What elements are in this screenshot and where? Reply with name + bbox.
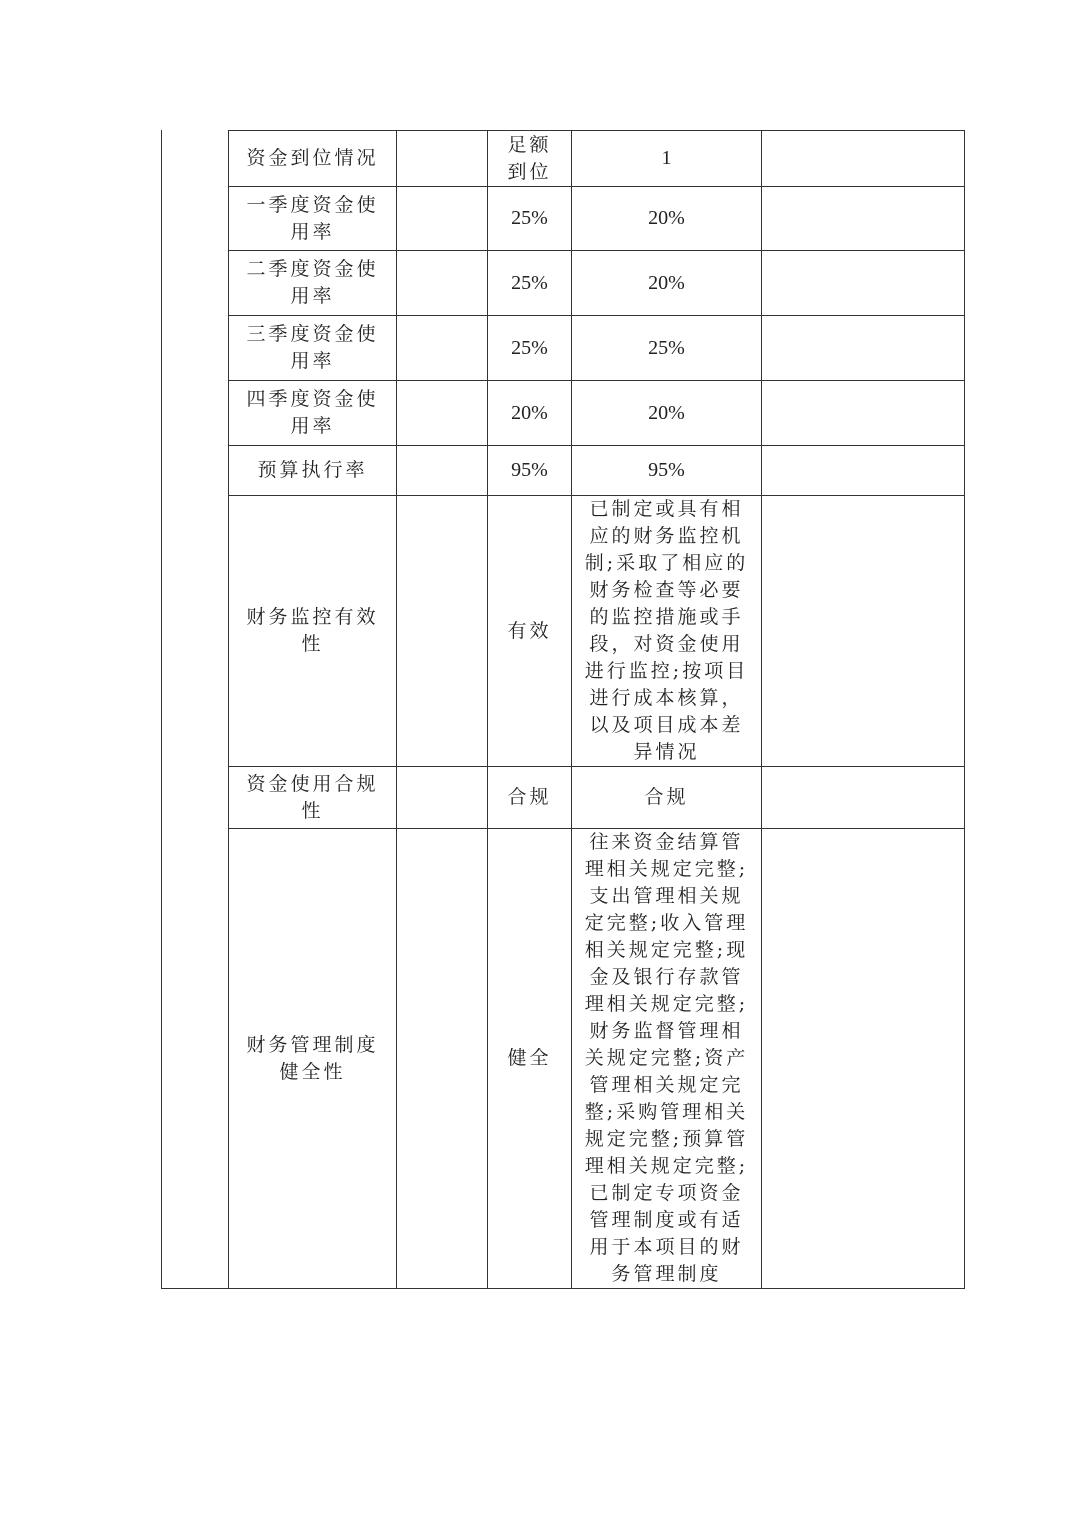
table-row bbox=[229, 446, 965, 496]
note-cell bbox=[762, 446, 965, 496]
blank-cell bbox=[397, 446, 488, 496]
target-cell: 95% bbox=[488, 446, 572, 496]
target-cell: 25% bbox=[488, 251, 572, 316]
table-row bbox=[229, 767, 965, 829]
actual-cell: 95% bbox=[572, 446, 762, 496]
target-cell: 有效 bbox=[488, 496, 572, 767]
note-cell bbox=[762, 251, 965, 316]
metric-cell: 四季度资金使用率 bbox=[229, 381, 397, 446]
note-cell bbox=[762, 131, 965, 187]
target-cell: 25% bbox=[488, 187, 572, 251]
table-row bbox=[229, 496, 965, 767]
actual-cell: 20% bbox=[572, 381, 762, 446]
table-row bbox=[229, 829, 965, 1289]
metric-cell: 预算执行率 bbox=[229, 446, 397, 496]
target-cell: 20% bbox=[488, 381, 572, 446]
table-row bbox=[229, 187, 965, 251]
target-cell: 合规 bbox=[488, 767, 572, 829]
actual-cell: 1 bbox=[572, 131, 762, 187]
metric-cell: 二季度资金使用率 bbox=[229, 251, 397, 316]
metric-cell: 财务管理制度健全性 bbox=[229, 829, 397, 1289]
metric-cell: 一季度资金使用率 bbox=[229, 187, 397, 251]
actual-cell: 已制定或具有相应的财务监控机制;采取了相应的财务检查等必要的监控措施或手段，对资金使用进行监控;按项目进行成本核算，以及项目成本差异情况 bbox=[572, 496, 762, 767]
actual-cell: 合规 bbox=[572, 767, 762, 829]
note-cell bbox=[762, 767, 965, 829]
blank-cell bbox=[397, 131, 488, 187]
outer-left-border bbox=[161, 130, 162, 1288]
blank-cell bbox=[397, 496, 488, 767]
note-cell bbox=[762, 187, 965, 251]
table-row bbox=[229, 316, 965, 381]
table-row bbox=[229, 131, 965, 187]
blank-cell bbox=[397, 251, 488, 316]
target-cell: 25% bbox=[488, 316, 572, 381]
target-cell: 健全 bbox=[488, 829, 572, 1289]
blank-cell bbox=[397, 829, 488, 1289]
table-row bbox=[229, 381, 965, 446]
blank-cell bbox=[397, 187, 488, 251]
actual-cell: 20% bbox=[572, 251, 762, 316]
metric-cell: 财务监控有效性 bbox=[229, 496, 397, 767]
note-cell bbox=[762, 496, 965, 767]
actual-cell: 25% bbox=[572, 316, 762, 381]
indicator-table bbox=[228, 130, 965, 1289]
table-row bbox=[229, 251, 965, 316]
blank-cell bbox=[397, 767, 488, 829]
note-cell bbox=[762, 316, 965, 381]
blank-cell bbox=[397, 316, 488, 381]
metric-cell: 资金到位情况 bbox=[229, 131, 397, 187]
actual-cell: 20% bbox=[572, 187, 762, 251]
note-cell bbox=[762, 829, 965, 1289]
blank-cell bbox=[397, 381, 488, 446]
metric-cell: 资金使用合规性 bbox=[229, 767, 397, 829]
actual-cell: 往来资金结算管理相关规定完整;支出管理相关规定完整;收入管理相关规定完整;现金及银行存款管理相关规定完整;财务监督管理相关规定完整;资产管理相关规定完整;采购管理相关规定完整;预算管理相关规定完整;已制定专项资金管理制度或有适用于本项目的财务管理制度 bbox=[572, 829, 762, 1289]
metric-cell: 三季度资金使用率 bbox=[229, 316, 397, 381]
note-cell bbox=[762, 381, 965, 446]
target-cell: 足额到位 bbox=[488, 131, 572, 187]
